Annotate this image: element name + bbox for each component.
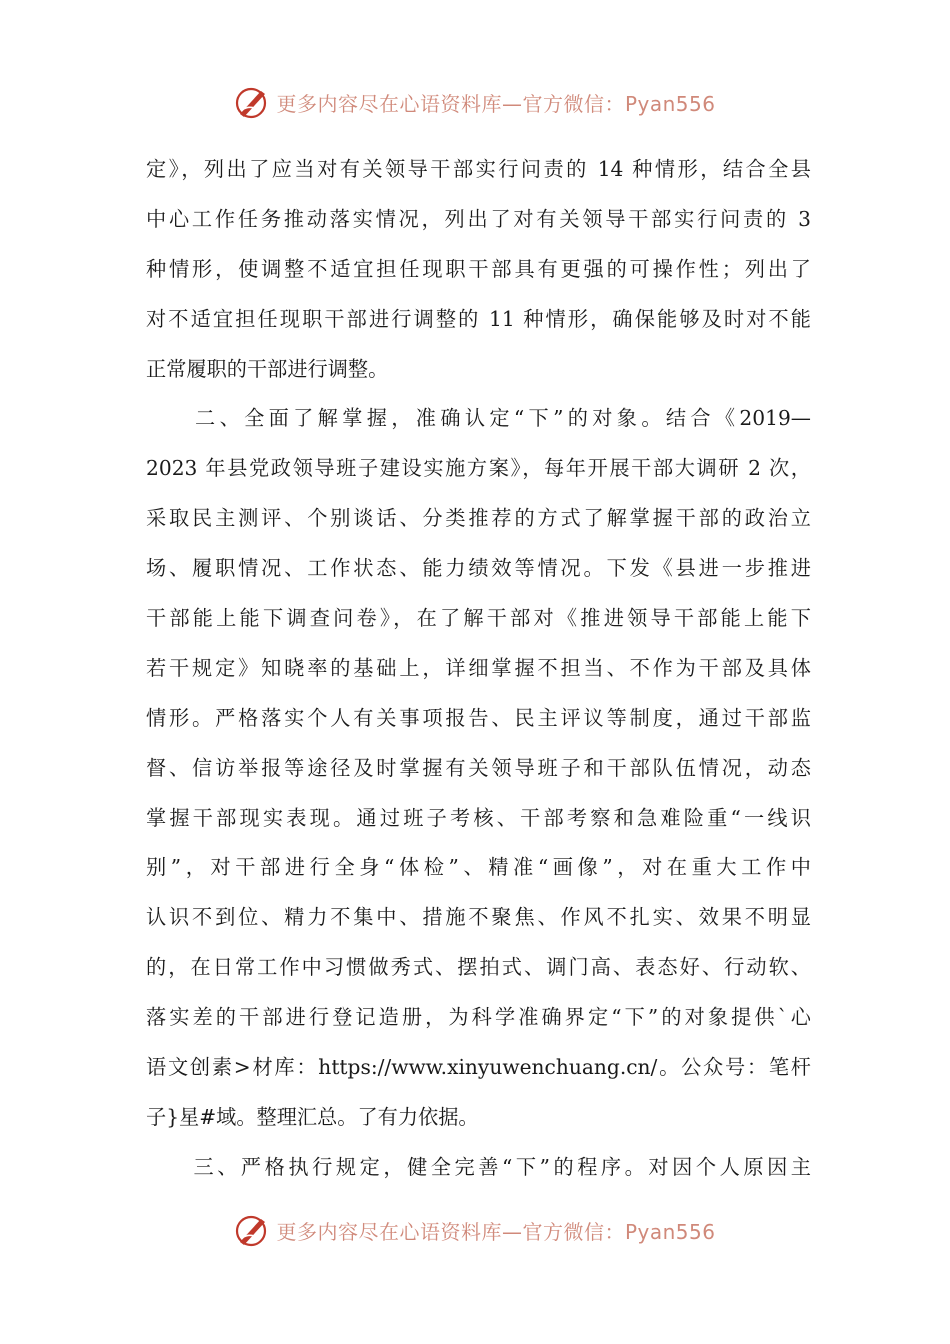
body-line: 若干规定》知晓率的基础上，详细掌握不担当、不作为干部及具体: [146, 655, 811, 680]
body-line: 干部能上能下调查问卷》，在了解干部对《推进领导干部能上能下: [146, 606, 811, 631]
footer-banner-content: [234, 1212, 715, 1248]
pen-in-circle-logo-icon: [234, 1212, 270, 1248]
body-line: 对不适宜担任现职干部进行调整的 11 种情形，确保能够及时对不能: [146, 306, 811, 331]
body-line: 正常履职的干部进行调整。: [146, 356, 389, 381]
body-line: 三、严格执行规定，健全完善“下”的程序。对因个人原因主: [146, 1154, 811, 1179]
header-banner-content: [234, 84, 715, 120]
body-line: 督、信访举报等途径及时掌握有关领导班子和干部队伍情况，动态: [146, 755, 811, 780]
body-line: 的，在日常工作中习惯做秀式、摆拍式、调门高、表态好、行动软、: [146, 955, 811, 980]
body-line: 别”，对干部进行全身“体检”、精准“画像”，对在重大工作中: [146, 855, 811, 880]
footer-banner-text: 更多内容尽在心语资料库—官方微信：Pyan556: [276, 1219, 716, 1244]
body-line: 掌握干部现实表现。通过班子考核、干部考察和急难险重“一线识: [146, 805, 811, 830]
footer-banner: [0, 1208, 950, 1252]
body-line: 语文创素>材库：https://www.xinyuwenchuang.cn/。公众号：笔杆: [146, 1055, 811, 1080]
body-line: 认识不到位、精力不集中、措施不聚焦、作风不扎实、效果不明显: [146, 905, 811, 930]
body-line: 落实差的干部进行登记造册，为科学准确界定“下”的对象提供`心: [146, 1005, 811, 1030]
document-body: [146, 145, 811, 1193]
pen-in-circle-logo-icon: [234, 84, 270, 120]
body-line: 二、全面了解掌握，准确认定“下”的对象。结合《2019—: [146, 406, 811, 431]
body-line: 场、履职情况、工作状态、能力绩效等情况。下发《县进一步推进: [146, 556, 811, 581]
body-line: 种情形，使调整不适宜担任现职干部具有更强的可操作性；列出了: [146, 256, 811, 281]
body-line: 情形。严格落实个人有关事项报告、民主评议等制度，通过干部监: [146, 705, 811, 730]
body-line: 子}星#域。整理汇总。了有力依据。: [146, 1104, 479, 1129]
body-line: 定》，列出了应当对有关领导干部实行问责的 14 种情形，结合全县: [146, 157, 811, 181]
header-banner: [0, 80, 950, 124]
body-line: 采取民主测评、个别谈话、分类推荐的方式了解掌握干部的政治立: [146, 506, 811, 531]
body-line: 中心工作任务推动落实情况，列出了对有关领导干部实行问责的 3: [146, 206, 811, 231]
body-line: 2023 年县党政领导班子建设实施方案》，每年开展干部大调研 2 次，: [146, 456, 811, 481]
header-banner-text: 更多内容尽在心语资料库—官方微信：Pyan556: [276, 91, 716, 116]
